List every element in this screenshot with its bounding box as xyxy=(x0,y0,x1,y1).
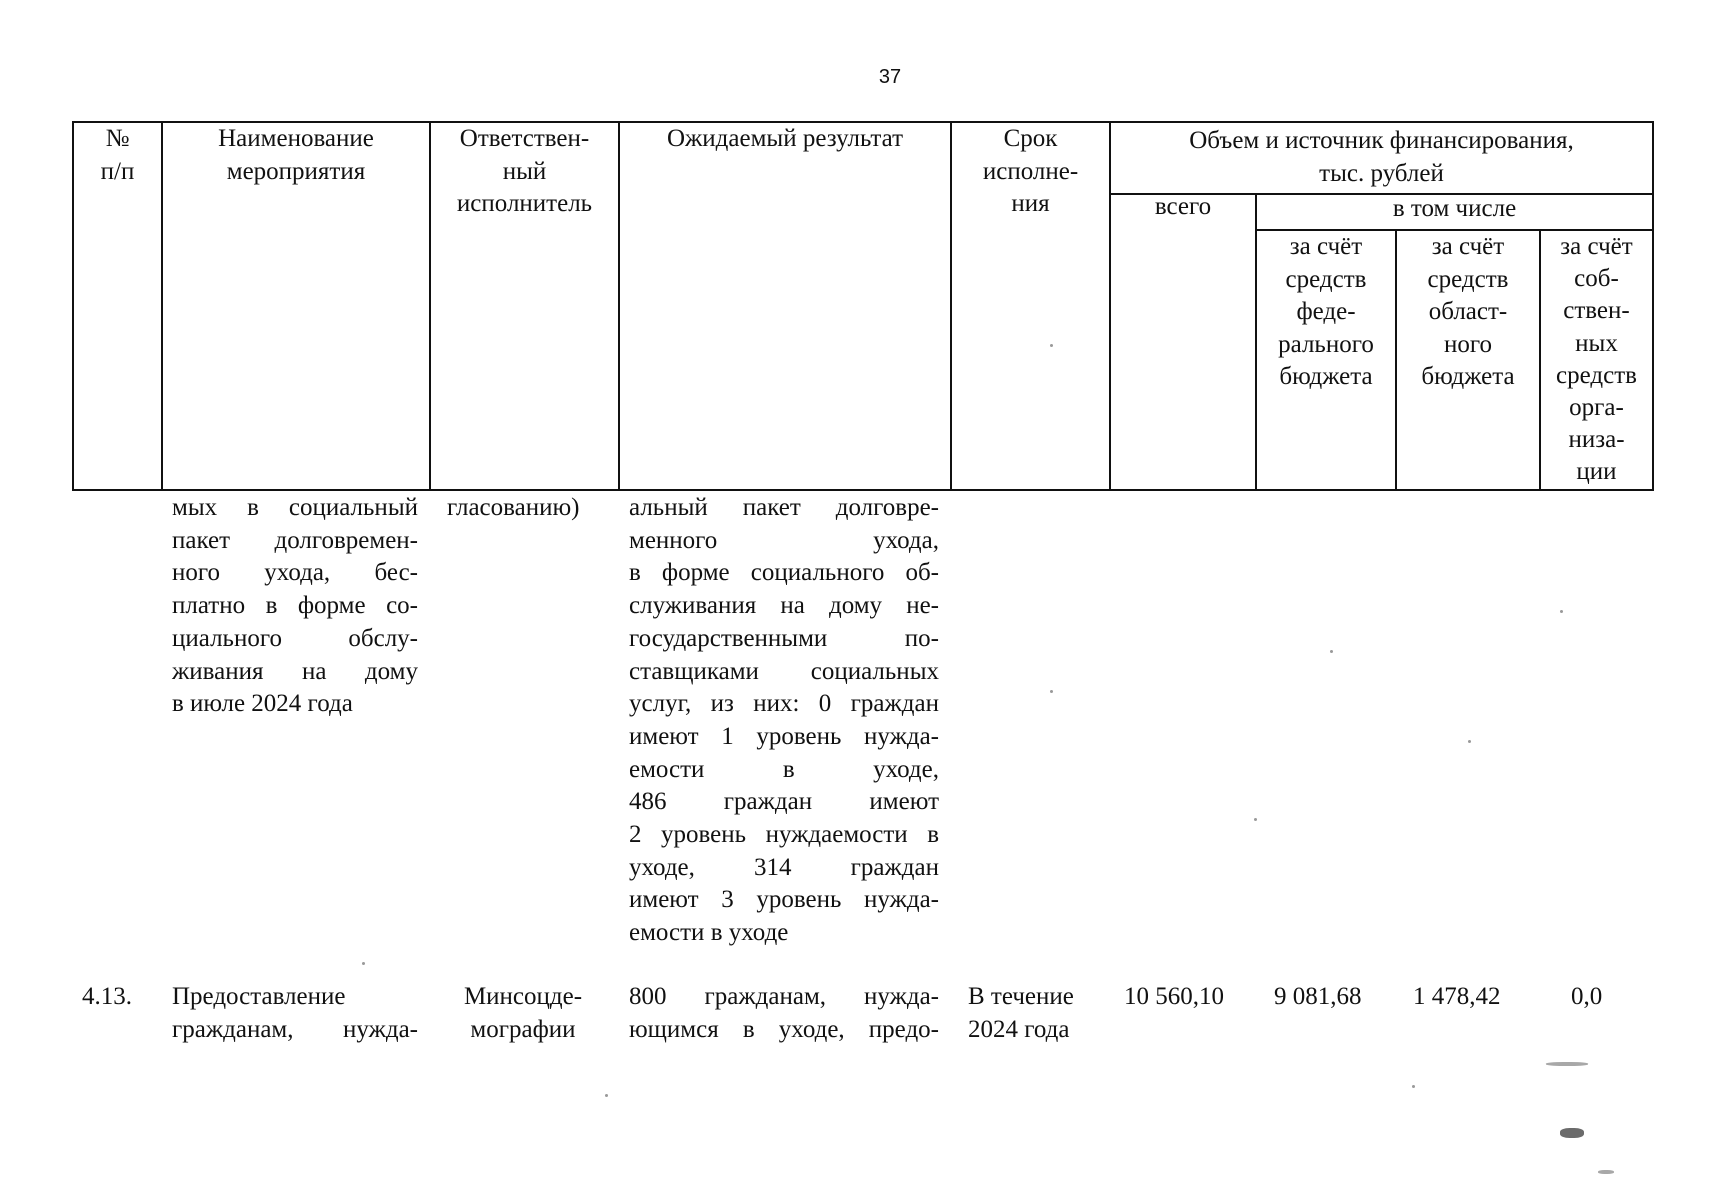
row-4-13-federal: 9 081,68 xyxy=(1274,983,1362,1010)
header-name: Наименование мероприятия xyxy=(218,125,374,185)
header-own-funds: за счёт соб- ствен- ных средств орга- низа- ции xyxy=(1556,233,1637,486)
continuation-result-cell: альный пакет долговре- менного ухода, в форме социального об- служивания на дому не- государственными по- ставщиками социальных услуг, из них: 0 граждан имеют 1 уровень нужда- емости в уходе, 486 граждан имеют 2 уровень нуждаемости в уходе, 314 граждан имеют 3 уровень нужда- емости в уходе xyxy=(629,494,939,947)
header-responsible: Ответствен- ный исполнитель xyxy=(456,125,593,217)
scan-speck xyxy=(1254,818,1257,821)
scan-smudge xyxy=(1560,1128,1584,1138)
scan-speck xyxy=(1412,1085,1415,1088)
continuation-responsible-cell: гласованию) xyxy=(447,494,580,521)
row-4-13-result: 800 гражданам, нужда- ющимся в уходе, предо- xyxy=(629,983,939,1043)
row-4-13-total: 10 560,10 xyxy=(1124,983,1224,1010)
table-header xyxy=(72,121,1654,491)
header-border-bottom xyxy=(72,489,1654,491)
page-number: 37 xyxy=(878,66,902,88)
row-4-13-name: Предоставление гражданам, нужда- xyxy=(172,983,418,1043)
row-4-13-regional: 1 478,42 xyxy=(1413,983,1501,1010)
continuation-name-cell: мых в социальный пакет долговремен- ного ухода, бес- платно в форме со- циального обслу- живания на дому в июле 2024 года xyxy=(172,494,418,718)
scan-smudge xyxy=(1598,1170,1614,1174)
scan-speck xyxy=(1468,740,1471,743)
header-including: в том числе xyxy=(1392,195,1517,222)
scan-speck xyxy=(605,1094,608,1097)
scan-speck xyxy=(1560,610,1563,613)
header-regional: за счёт средств област- ного бюджета xyxy=(1421,233,1515,390)
col-divider xyxy=(618,121,620,491)
row-4-13-deadline: В течение 2024 года xyxy=(968,983,1074,1043)
scan-speck xyxy=(1050,344,1053,347)
header-total: всего xyxy=(1154,193,1212,220)
scan-speck xyxy=(1050,690,1053,693)
row-4-13-own: 0,0 xyxy=(1571,983,1603,1010)
scan-speck xyxy=(1330,650,1333,653)
header-num: № п/п xyxy=(100,125,135,185)
scan-speck xyxy=(362,962,365,965)
header-federal: за счёт средств феде- рального бюджета xyxy=(1278,233,1374,390)
header-deadline: Срок исполне- ния xyxy=(982,125,1079,217)
scan-smudge xyxy=(1546,1062,1588,1066)
header-result: Ожидаемый результат xyxy=(666,125,904,152)
header-financing: Объем и источник финансирования, тыс. рублей xyxy=(1189,127,1574,187)
header-border-right xyxy=(1652,121,1654,491)
row-4-13-responsible: Минсоцде- мографии xyxy=(463,983,583,1043)
row-4-13-num: 4.13. xyxy=(82,983,132,1010)
